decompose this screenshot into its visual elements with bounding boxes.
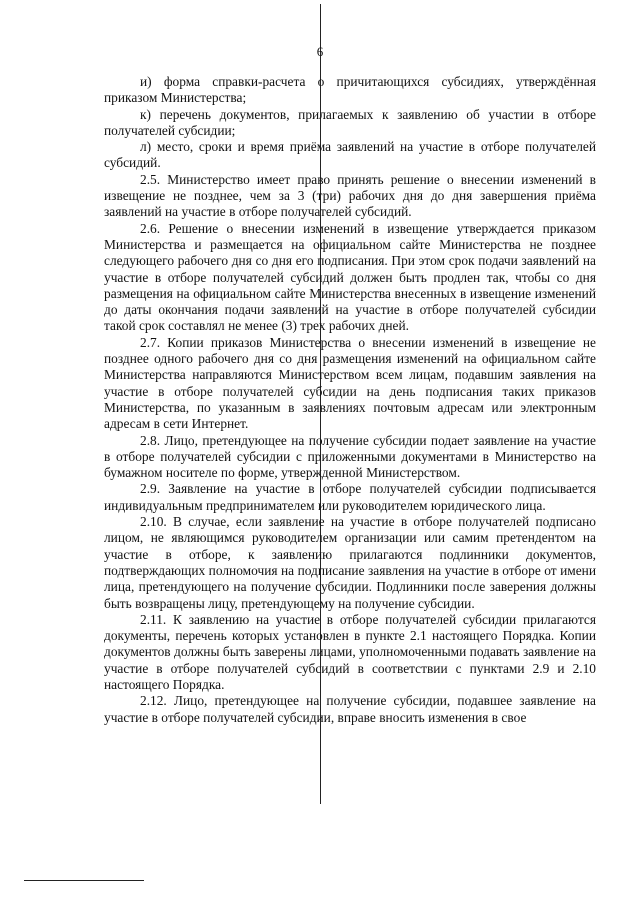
clause-2-7: 2.7. Копии приказов Министерства о внесении изменений в извещение не позднее одного рабочего дня со дня размещения изменений на официальном сайте Министерства направляются Министерством всем лицам, подавшим заявления на участие в отборе получателей субсидии на день подписания таких приказов Министерства, по указанным в заявлениях почтовым адресам или электронным адресам в сети Интернет.	[104, 334, 596, 432]
clause-2-9: 2.9. Заявление на участие в отборе получателей субсидии подписывается индивидуальным предпринимателем или руководителем юридического лица.	[104, 481, 596, 513]
document-body	[104, 74, 596, 726]
clause-2-11: 2.11. К заявлению на участие в отборе получателей субсидии прилагаются документы, перечень которых установлен в пункте 2.1 настоящего Порядка. Копии документов должны быть заверены лицами, уполномоченными подавать заявление на участие в отборе получателей субсидий в соответствии с пунктами 2.9 и 2.10 настоящего Порядка.	[104, 611, 596, 692]
clause-2-12: 2.12. Лицо, претендующее на получение субсидии, подавшее заявление на участие в отборе получателей субсидии, вправе вносить изменения в свое	[104, 693, 596, 725]
clause-2-10: 2.10. В случае, если заявление на участие в отборе получателей подписано лицом, не являющимся руководителем организации или самим претендентом на участие в отборе, к заявлению прилагаются подлинники документов, подтверждающих полномочия на подписание заявления на участие в отборе от имени лица, претендующего на получение субсидии. Подлинники после заверения должны быть возвращены лицу, претендующему на получение субсидии.	[104, 514, 596, 611]
list-item-l: л) место, сроки и время приёма заявлений на участие в отборе получателей субсидий.	[104, 139, 596, 171]
list-item-k: к) перечень документов, прилагаемых к заявлению об участии в отборе получателей субсидии;	[104, 106, 596, 138]
clause-2-8: 2.8. Лицо, претендующее на получение субсидии подает заявление на участие в отборе получателей субсидии с приложенными документами в Министерство на бумажном носителе по форме, утвержденной Министерством.	[104, 432, 596, 481]
page-number: 6	[316, 44, 324, 59]
clause-2-6: 2.6. Решение о внесении изменений в извещение утверждается приказом Министерства и размещается на официальном сайте Министерства не позднее следующего рабочего дня со дня его подписания. При этом срок подачи заявлений на участие в отборе получателей субсидий должен быть продлен так, чтобы со дня размещения на официальном сайте Министерства внесенных в извещение изменений до даты окончания подачи заявлений на участие в отборе получателей субсидии такой срок составлял не менее (3) трех рабочих дней.	[104, 220, 596, 334]
clause-2-5: 2.5. Министерство имеет право принять решение о внесении изменений в извещение не позднее, чем за 3 (три) рабочих дня до дня завершения приёма заявлений на участие в отборе получателей субсидий.	[104, 171, 596, 220]
list-item-i: и) форма справки-расчета о причитающихся субсидиях, утверждённая приказом Министерства;	[104, 74, 596, 106]
footnote-divider	[24, 880, 144, 881]
